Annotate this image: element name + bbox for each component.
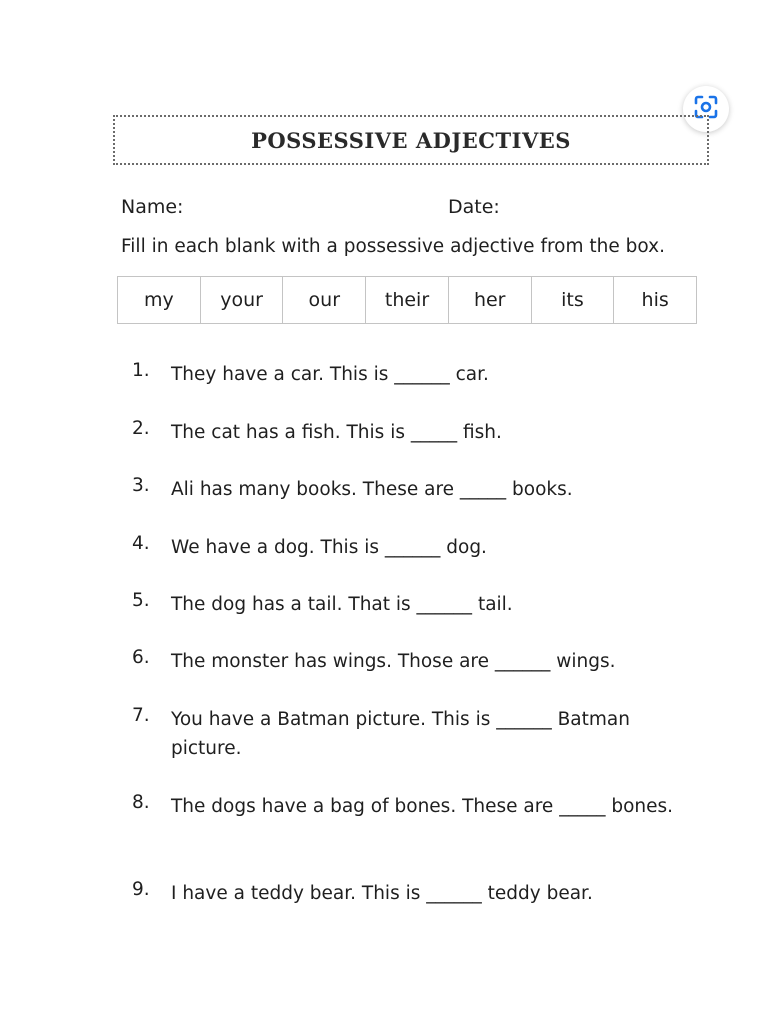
word-bank-item: my [118, 277, 201, 323]
question-number: 7. [132, 705, 150, 726]
question-text: They have a car. This is ______ car. [171, 364, 489, 385]
question-number: 4. [132, 533, 150, 554]
word-bank-item: its [532, 277, 615, 323]
question-text: Ali has many books. These are _____ books. [171, 479, 573, 500]
name-label: Name: [121, 196, 184, 218]
word-bank-item: their [366, 277, 449, 323]
question-text: The dogs have a bag of bones. These are _____ bones. [171, 796, 674, 817]
question-number: 9. [132, 879, 150, 900]
word-bank-item: her [449, 277, 532, 323]
word-bank-item: our [283, 277, 366, 323]
question-number: 2. [132, 418, 150, 439]
question-number: 3. [132, 475, 150, 496]
worksheet-title: POSSESSIVE ADJECTIVES [251, 127, 571, 153]
instructions: Fill in each blank with a possessive adjective from the box. [121, 236, 665, 257]
question-number: 6. [132, 647, 150, 668]
question-text: The monster has wings. Those are ______ wings. [171, 651, 616, 672]
question-text: The dog has a tail. That is ______ tail. [171, 594, 513, 615]
question-text: I have a teddy bear. This is ______ teddy bear. [171, 883, 593, 904]
question-number: 5. [132, 590, 150, 611]
question-number: 8. [132, 792, 150, 813]
question-number: 1. [132, 360, 150, 381]
word-bank-item: your [201, 277, 284, 323]
question-text: You have a Batman picture. This is ______ Batman picture. [171, 709, 630, 759]
question-text: The cat has a fish. This is _____ fish. [171, 422, 502, 443]
word-bank-item: his [641, 289, 669, 311]
date-label: Date: [448, 196, 500, 218]
question-text: We have a dog. This is ______ dog. [171, 537, 487, 558]
